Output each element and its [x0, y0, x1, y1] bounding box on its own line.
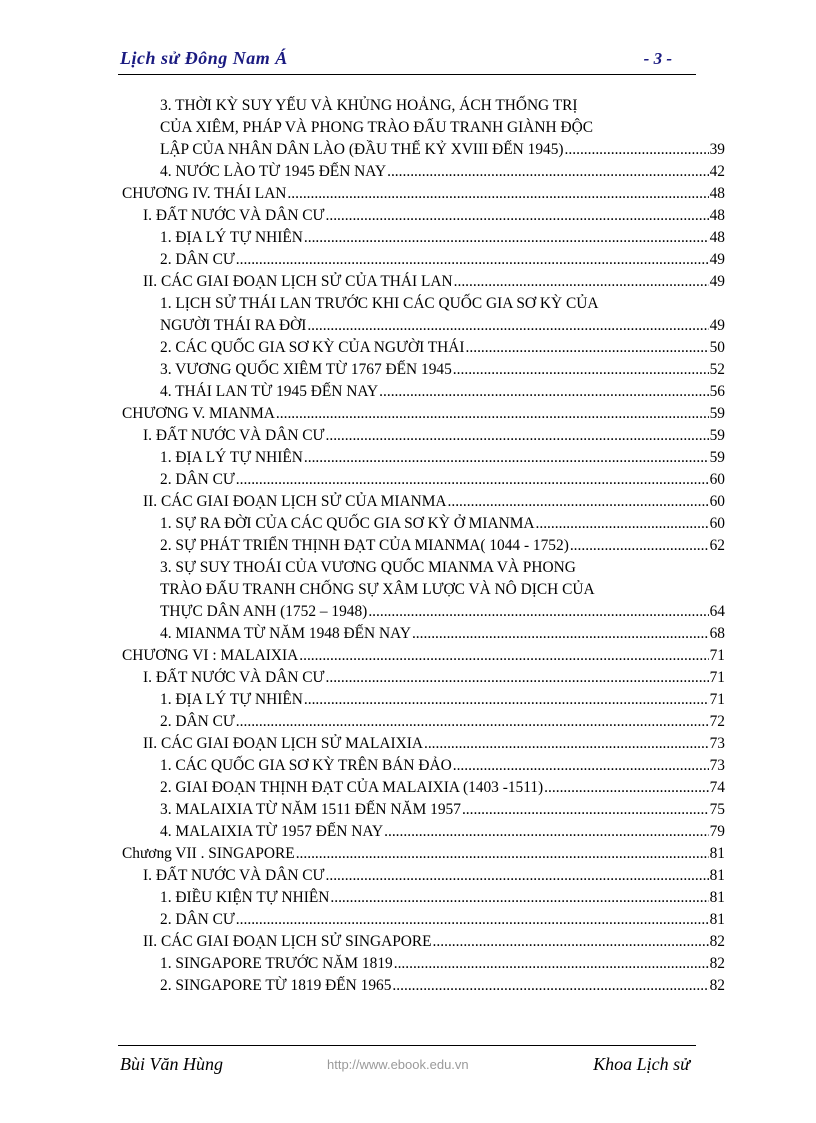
toc-entry-title: I. ĐẤT NƯỚC VÀ DÂN CƯ — [143, 427, 325, 444]
toc-dot-leader — [236, 711, 709, 733]
toc-dot-leader — [379, 381, 708, 403]
toc-dot-leader — [392, 975, 708, 997]
toc-entry-title: I. ĐẤT NƯỚC VÀ DÂN CƯ — [143, 867, 325, 884]
toc-entry-page: 81 — [709, 911, 725, 928]
toc-entry-title: 1. ĐỊA LÝ TỰ NHIÊN — [160, 229, 303, 246]
toc-entry[interactable] — [122, 711, 725, 733]
toc-dot-leader — [307, 315, 708, 337]
toc-entry[interactable] — [122, 513, 725, 535]
toc-entry[interactable] — [122, 601, 725, 623]
toc-entry-page: 82 — [709, 955, 725, 972]
toc-entry-title: 1. SỰ RA ĐỜI CỦA CÁC QUỐC GIA SƠ KỲ Ở MIANMA — [160, 515, 535, 532]
toc-entry[interactable] — [122, 359, 725, 381]
toc-dot-leader — [424, 733, 709, 755]
toc-entry-page: 81 — [709, 845, 725, 862]
toc-dot-leader — [448, 491, 709, 513]
toc-dot-leader — [304, 689, 709, 711]
toc-entry-page: 59 — [709, 405, 725, 422]
toc-dot-leader — [287, 183, 708, 205]
toc-entry-page: 82 — [709, 977, 725, 994]
toc-entry-title: 4. MALAIXIA TỪ 1957 ĐẾN NAY — [160, 823, 384, 840]
toc-entry-title: 4. NƯỚC LÀO TỪ 1945 ĐẾN NAY — [160, 163, 387, 180]
toc-entry-page: 79 — [709, 823, 725, 840]
toc-entry-page: 74 — [709, 779, 725, 796]
toc-entry-page: 73 — [709, 757, 725, 774]
footer-url[interactable]: http://www.ebook.edu.vn — [327, 1057, 469, 1072]
toc-dot-leader — [330, 887, 708, 909]
toc-entry[interactable] — [122, 161, 725, 183]
toc-dot-leader — [384, 821, 708, 843]
toc-entry-page: 48 — [709, 185, 725, 202]
toc-entry[interactable] — [122, 425, 725, 447]
toc-dot-leader — [326, 425, 709, 447]
toc-entry[interactable] — [122, 865, 725, 887]
toc-entry-line: 1. LỊCH SỬ THÁI LAN TRƯỚC KHI CÁC QUỐC GIA SƠ KỲ CỦA — [160, 295, 599, 312]
page-number: - 3 - — [643, 49, 672, 68]
toc-entry[interactable] — [122, 777, 725, 799]
toc-dot-leader — [326, 667, 709, 689]
page-footer — [118, 1045, 696, 1086]
toc-entry[interactable] — [122, 205, 725, 227]
toc-entry[interactable] — [122, 535, 725, 557]
toc-dot-leader — [394, 953, 709, 975]
toc-entry-title: 2. SINGAPORE TỪ 1819 ĐẾN 1965 — [160, 977, 392, 994]
toc-entry-page: 81 — [709, 889, 725, 906]
toc-entry[interactable] — [122, 381, 725, 403]
toc-dot-leader — [412, 623, 709, 645]
toc-entry[interactable] — [122, 645, 725, 667]
toc-entry-page: 60 — [709, 493, 725, 510]
toc-entry[interactable] — [122, 249, 725, 271]
toc-entry-title: II. CÁC GIAI ĐOẠN LỊCH SỬ CỦA MIANMA — [143, 493, 447, 510]
footer-department: Khoa Lịch sử — [593, 1054, 690, 1074]
toc-entry[interactable] — [122, 227, 725, 249]
toc-dot-leader — [368, 601, 708, 623]
toc-entry-title: 3. MALAIXIA TỪ NĂM 1511 ĐẾN NĂM 1957 — [160, 801, 461, 818]
toc-dot-leader — [387, 161, 709, 183]
toc-dot-leader — [466, 337, 709, 359]
toc-entry-page: 71 — [709, 647, 725, 664]
toc-entry-page: 72 — [709, 713, 725, 730]
toc-entry-page: 49 — [709, 251, 725, 268]
toc-entry-title: 1. ĐIỀU KIỆN TỰ NHIÊN — [160, 889, 330, 906]
toc-entry[interactable] — [122, 271, 725, 293]
toc-entry-title: 1. ĐỊA LÝ TỰ NHIÊN — [160, 449, 303, 466]
toc-entry-page: 60 — [709, 471, 725, 488]
toc-dot-leader — [296, 843, 709, 865]
toc-entry-title: II. CÁC GIAI ĐOẠN LỊCH SỬ SINGAPORE — [143, 933, 432, 950]
toc-entry-page: 68 — [709, 625, 725, 642]
toc-entry[interactable] — [122, 931, 725, 953]
toc-entry-line: TRÀO ĐẤU TRANH CHỐNG SỰ XÂM LƯỢC VÀ NÔ DỊCH CỦA — [160, 581, 595, 598]
toc-entry-page: 64 — [709, 603, 725, 620]
toc-dot-leader — [326, 865, 709, 887]
footer-author: Bùi Văn Hùng — [120, 1054, 223, 1074]
toc-entry-title: 4. MIANMA TỪ NĂM 1948 ĐẾN NAY — [160, 625, 411, 642]
table-of-contents — [122, 95, 725, 997]
toc-entry-page: 59 — [709, 449, 725, 466]
toc-entry[interactable] — [122, 909, 725, 931]
toc-entry-line: CỦA XIÊM, PHÁP VÀ PHONG TRÀO ĐẤU TRANH GIÀNH ĐỘC — [160, 119, 593, 136]
toc-entry[interactable] — [122, 315, 725, 337]
toc-dot-leader — [454, 271, 709, 293]
toc-entry-title: LẬP CỦA NHÂN DÂN LÀO (ĐẦU THẾ KỶ XVIII ĐẾN 1945) — [160, 141, 564, 158]
toc-entry-title: I. ĐẤT NƯỚC VÀ DÂN CƯ — [143, 669, 325, 686]
toc-dot-leader — [326, 205, 709, 227]
toc-entry-title: CHƯƠNG IV. THÁI LAN — [122, 185, 287, 202]
toc-dot-leader — [544, 777, 708, 799]
toc-dot-leader — [236, 249, 709, 271]
toc-entry[interactable] — [122, 403, 725, 425]
toc-entry-title: Chương VII . SINGAPORE — [122, 845, 295, 862]
toc-entry-title: 2. SỰ PHÁT TRIỂN THỊNH ĐẠT CỦA MIANMA( 1044 - 1752) — [160, 537, 569, 554]
toc-entry[interactable] — [122, 447, 725, 469]
toc-entry-page: 48 — [709, 207, 725, 224]
toc-entry-page: 59 — [709, 427, 725, 444]
toc-entry-title: THỰC DÂN ANH (1752 – 1948) — [160, 603, 368, 620]
toc-entry-page: 56 — [709, 383, 725, 400]
toc-entry[interactable] — [122, 139, 725, 161]
toc-entry-page: 39 — [709, 141, 725, 158]
page-header — [118, 48, 696, 75]
toc-entry-page: 49 — [709, 273, 725, 290]
toc-entry-page: 62 — [709, 537, 725, 554]
toc-entry-page: 81 — [709, 867, 725, 884]
toc-entry-title: I. ĐẤT NƯỚC VÀ DÂN CƯ — [143, 207, 325, 224]
toc-dot-leader — [462, 799, 709, 821]
toc-dot-leader — [453, 359, 709, 381]
toc-entry-page: 71 — [709, 669, 725, 686]
toc-entry-page: 49 — [709, 317, 725, 334]
toc-entry-title: II. CÁC GIAI ĐOẠN LỊCH SỬ MALAIXIA — [143, 735, 423, 752]
toc-dot-leader — [299, 645, 708, 667]
toc-entry-title: 2. DÂN CƯ — [160, 713, 235, 730]
toc-entry-page: 71 — [709, 691, 725, 708]
toc-dot-leader — [304, 447, 709, 469]
toc-entry[interactable] — [122, 491, 725, 513]
toc-entry[interactable] — [122, 183, 725, 205]
toc-entry[interactable] — [122, 337, 725, 359]
toc-entry[interactable] — [122, 623, 725, 645]
toc-entry[interactable] — [122, 843, 725, 865]
toc-dot-leader — [236, 909, 709, 931]
toc-entry-title: 2. GIAI ĐOẠN THỊNH ĐẠT CỦA MALAIXIA (1403 -1511) — [160, 779, 544, 796]
toc-entry-title: 3. VƯƠNG QUỐC XIÊM TỪ 1767 ĐẾN 1945 — [160, 361, 452, 378]
toc-dot-leader — [433, 931, 709, 953]
toc-entry-page: 73 — [709, 735, 725, 752]
toc-entry-page: 52 — [709, 361, 725, 378]
toc-dot-leader — [236, 469, 709, 491]
toc-entry[interactable] — [122, 887, 725, 909]
toc-entry-page: 48 — [709, 229, 725, 246]
toc-entry[interactable] — [122, 469, 725, 491]
toc-entry[interactable] — [122, 975, 725, 997]
toc-entry-title: 1. CÁC QUỐC GIA SƠ KỲ TRÊN BÁN ĐẢO — [160, 757, 452, 774]
toc-dot-leader — [276, 403, 709, 425]
toc-entry-page: 50 — [709, 339, 725, 356]
toc-entry-line: 3. SỰ SUY THOÁI CỦA VƯƠNG QUỐC MIANMA VÀ PHONG — [160, 559, 576, 576]
toc-entry-title: 2. DÂN CƯ — [160, 911, 235, 928]
running-title: Lịch sử Đông Nam Á — [120, 48, 288, 68]
toc-dot-leader — [453, 755, 709, 777]
toc-entry[interactable] — [122, 953, 725, 975]
toc-entry-page: 42 — [709, 163, 725, 180]
toc-entry-line: 3. THỜI KỲ SUY YẾU VÀ KHỦNG HOẢNG, ÁCH THỐNG TRỊ — [160, 97, 578, 114]
toc-entry-page: 75 — [709, 801, 725, 818]
toc-dot-leader — [304, 227, 709, 249]
toc-entry-page: 60 — [709, 515, 725, 532]
toc-entry-page: 82 — [709, 933, 725, 950]
toc-dot-leader — [536, 513, 709, 535]
toc-entry-title: 2. DÂN CƯ — [160, 251, 235, 268]
toc-entry[interactable] — [122, 689, 725, 711]
toc-entry-title: 1. ĐỊA LÝ TỰ NHIÊN — [160, 691, 303, 708]
toc-entry-title: 4. THÁI LAN TỪ 1945 ĐẾN NAY — [160, 383, 379, 400]
toc-dot-leader — [565, 139, 709, 161]
toc-entry-title: 2. CÁC QUỐC GIA SƠ KỲ CỦA NGƯỜI THÁI — [160, 339, 465, 356]
toc-entry[interactable] — [122, 667, 725, 689]
toc-entry-title: NGƯỜI THÁI RA ĐỜI — [160, 317, 307, 334]
toc-entry[interactable] — [122, 799, 725, 821]
toc-entry-title: CHƯƠNG VI : MALAIXIA — [122, 647, 299, 664]
toc-entry-title: 2. DÂN CƯ — [160, 471, 235, 488]
toc-entry[interactable] — [122, 755, 725, 777]
toc-entry-title: II. CÁC GIAI ĐOẠN LỊCH SỬ CỦA THÁI LAN — [143, 273, 453, 290]
toc-dot-leader — [570, 535, 709, 557]
toc-entry[interactable] — [122, 733, 725, 755]
toc-entry-title: 1. SINGAPORE TRƯỚC NĂM 1819 — [160, 955, 393, 972]
toc-entry-title: CHƯƠNG V. MIANMA — [122, 405, 275, 422]
toc-entry[interactable] — [122, 821, 725, 843]
